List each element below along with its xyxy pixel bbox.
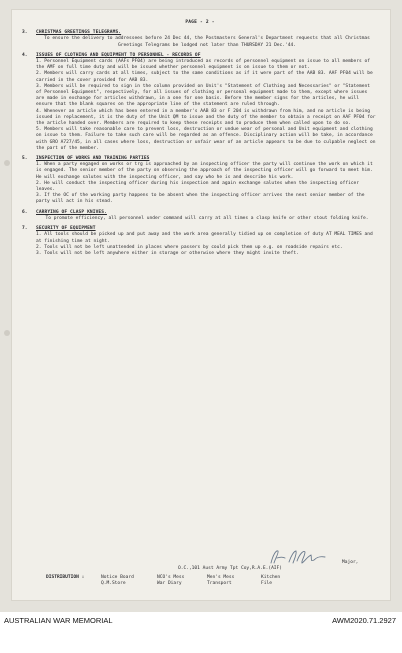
signature-rank: Major, bbox=[342, 560, 359, 565]
paragraph: To ensure the delivery to addressees before 24 Dec 44, the Postmasters General's Department requests that all Christmas Greetings Telegrams be lodged not later than THURSDAY 21 Dec.'44. bbox=[44, 36, 370, 48]
section-number: 5. bbox=[22, 156, 28, 162]
section-number: 4. bbox=[22, 52, 28, 58]
section-number: 6. bbox=[22, 209, 28, 215]
section-title: CHRISTMAS GREETINGS TELEGRAMS. bbox=[36, 30, 122, 36]
page-header: PAGE - 2 - bbox=[185, 20, 215, 25]
distribution-item: Men's Mess bbox=[207, 575, 235, 580]
document-body bbox=[22, 20, 378, 257]
section-6 bbox=[22, 210, 378, 222]
distribution-item: Q.M.Store bbox=[101, 581, 126, 587]
footer-catalogue-id: AWM2020.71.2927 bbox=[332, 616, 396, 625]
distribution-list bbox=[46, 575, 382, 587]
distribution-item: Notice Board bbox=[101, 575, 134, 580]
section-title: CARRYING OF CLASP KNIVES. bbox=[36, 209, 107, 215]
distribution-item: NCO's Mess bbox=[157, 575, 185, 580]
distribution-item: Kitchen bbox=[261, 575, 281, 580]
section-4 bbox=[22, 53, 378, 152]
distribution-item: Transport bbox=[207, 581, 232, 587]
signature-block bbox=[146, 560, 382, 572]
section-title: ISSUES OF CLOTHING AND EQUIPMENT TO PERSONNEL - RECORDS OF bbox=[36, 52, 201, 58]
paragraph: To promote efficiency, all personnel under command will carry at all times a clasp knife or other stout folding knife. bbox=[45, 215, 369, 221]
section-title: INSPECTION OF WORKS AND TRAINING PARTIES bbox=[36, 156, 150, 162]
section-3 bbox=[22, 30, 378, 49]
signature-unit: O.C.,101 Aust Army Tpt Coy,R.A.E.(AIF) bbox=[178, 566, 283, 572]
section-7 bbox=[22, 226, 378, 257]
paragraph: 1. Personnel Equipment cards (AAFs PF04) are being introduced as records of personnel equipment on issue to all members of the AMF on full time duty and will be issued whether personnel equipment is on issue to them or not. bbox=[36, 59, 370, 71]
distribution-item: War Diary bbox=[157, 581, 182, 587]
paragraph: 1. When a party engaged on works or trg is approached by an inspecting officer the party will continue the work on which it is engaged. The senior member of the party on observing the approach of the inspecting officer will go forward to meet him. He will exchange salutes with the inspecting officer, and say who he is and describe his work. bbox=[36, 162, 373, 180]
footer-bar bbox=[0, 612, 402, 653]
section-5 bbox=[22, 156, 378, 206]
paragraph: 5. Members will take reasonable care to prevent loss, destruction or undue wear of personal and Unit equipment and clothing on issue to them. Failure to take such care will be regarded as an offence. Disciplinary action will be take, in accordance with GRO A727/45, in all cases where loss, destruction or unfair wear of an article appears to be due to culpable neglect on the part of the member. bbox=[36, 127, 376, 151]
distribution-item bbox=[321, 581, 361, 587]
punch-hole bbox=[4, 330, 10, 336]
paragraph: 2. Tools will not be left unattended in places where passers by could pick them up e.g. on roadside repairs etc. bbox=[36, 244, 343, 250]
paragraph: 4. Whenever an article which has been entered in a member's AAB 83 or F 204 is withdrawn from him, and no article is being issued in replacement, it is the duty of the Unit QM to issue and the duty of the member to obtain a receipt on AAF PF04 for the article handed over. Members are required to keep these receipts and to produce them when called upon to do so. bbox=[36, 108, 376, 127]
paragraph: 3. Members will be required to sign in the column provided on Unit's "Statement of Clothing and Necessaries" or "Statement of Personnel Equipment", respectively, for all issues of clothing or personal equipment made to them, except where issues are made in exchange for articles withdrawn, in a one for one basis. Before the member signs for the articles, he will ensure that the blank squares on the appropriate line of the statement are ruled through. bbox=[36, 83, 370, 108]
punch-hole bbox=[4, 160, 10, 166]
distribution-item: File bbox=[261, 581, 272, 587]
paragraph: 2. He will conduct the inspecting officer during his inspection and again exchange salutes when the inspecting officer leaves. bbox=[36, 180, 360, 193]
section-title: SECURITY OF EQUIPMENT bbox=[36, 226, 96, 232]
paragraph: 3. Tools will not be left anywhere either in storage or otherwise where they might invite theft. bbox=[36, 250, 299, 256]
paragraph: 3. If the OC of the working party happens to be absent when the inspecting officer arrives the next senior member of the party will act in his stead. bbox=[36, 193, 365, 205]
paragraph: 1. All tools should be picked up and put away and the work area generally tidied up on completion of duty AT MEAL TIMES and at finishing time at night. bbox=[36, 232, 373, 244]
distribution-label: DISTRIBUTION : bbox=[46, 575, 85, 580]
paragraph: 2. Members will carry cards at all times, subject to the same conditions as if it were part of the AAB 83. AAF PF04 will be carried in the cover provided for AAB 83. bbox=[36, 71, 373, 83]
section-number: 3. bbox=[22, 30, 28, 36]
section-number: 7. bbox=[22, 226, 28, 232]
footer-institution: AUSTRALIAN WAR MEMORIAL bbox=[4, 616, 113, 625]
